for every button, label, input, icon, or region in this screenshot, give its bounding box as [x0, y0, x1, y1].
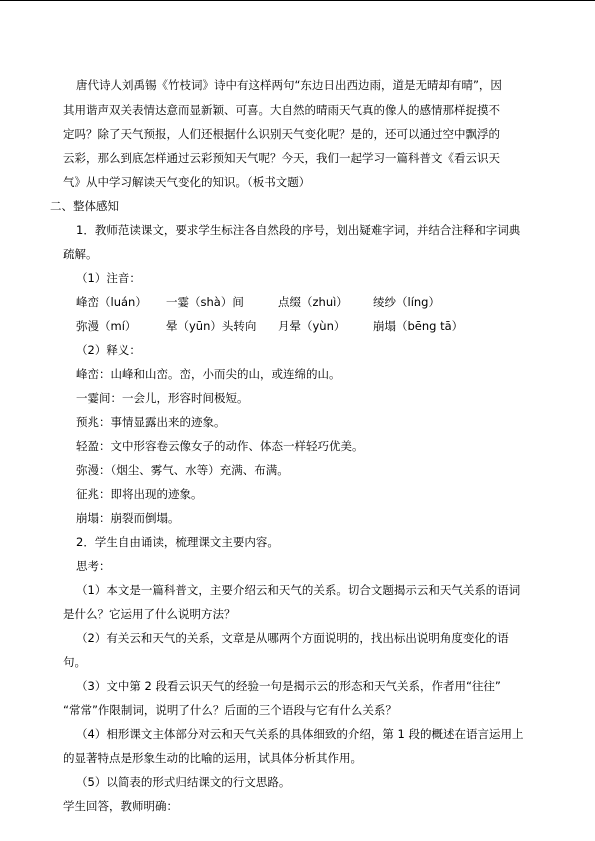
zhuyin-item: 弥漫（mí）: [76, 319, 137, 333]
question-2-line-2: 句。: [63, 655, 86, 669]
question-5: （5）以简表的形式归结课文的行文思路。: [76, 775, 291, 789]
definition: 弥漫：（烟尘、雾气、水等）充满、布满。: [76, 463, 289, 477]
zhuyin-row-2: [76, 318, 576, 334]
step2: 2．学生自由诵读，梳理课文主要内容。: [76, 535, 279, 549]
step1-line-2: 疏解。: [63, 247, 98, 261]
shiyi-label: （2）释义：: [76, 343, 141, 357]
definition: 预兆：事情显露出来的迹象。: [76, 415, 226, 429]
intro-line-3: 定吗？除了天气预报，人们还根据什么识别天气变化呢？是的，还可以通过空中飘浮的: [63, 127, 500, 141]
step1-line-1: 1．教师范读课文，要求学生标注各自然段的序号，划出疑难字词，并结合注释和字词典: [76, 223, 521, 237]
definition: 崩塌：崩裂而倒塌。: [76, 511, 180, 525]
think-label: 思考：: [76, 559, 111, 573]
zhuyin-item: 月晕（yùn）: [278, 319, 346, 333]
question-3-line-1: （3）文中第 2 段看云识天气的经验一句是揭示云的形态和天气关系，作者用“往往”: [76, 679, 501, 693]
zhuyin-item: 崩塌（bēng tā）: [373, 319, 464, 333]
zhuyin-label: （1）注音：: [76, 271, 141, 285]
intro-line-4: 云彩，那么到底怎样通过云彩预知天气呢？今天，我们一起学习一篇科普文《看云识天: [63, 151, 500, 165]
page-top-rule: [0, 0, 595, 1]
zhuyin-item: 一霎（shà）间: [166, 295, 244, 309]
question-3-line-2: “常常”作限制词，说明了什么？后面的三个语段与它有什么关系？: [63, 703, 397, 717]
question-2-line-1: （2）有关云和天气的关系，文章是从哪两个方面说明的，找出标出说明角度变化的语: [76, 631, 509, 645]
intro-line-5: 气》从中学习解读天气变化的知识。（板书文题）: [63, 175, 311, 189]
zhuyin-item: 绫纱（líng）: [373, 295, 440, 309]
definition: 轻盈：文中形容卷云像女子的动作、体态一样轻巧优美。: [76, 439, 364, 453]
zhuyin-item: 晕（yūn）头转向: [166, 319, 257, 333]
definition: 峰峦：山峰和山峦。峦，小而尖的山，或连绵的山。: [76, 367, 341, 381]
question-4-line-1: （4）相形课文主体部分对云和天气关系的具体细致的介绍，第 1 段的概述在语言运用上: [76, 727, 524, 741]
question-1-line-2: 是什么？它运用了什么说明方法？: [63, 607, 236, 621]
zhuyin-row-1: [76, 294, 576, 310]
definition: 征兆：即将出现的迹象。: [76, 487, 203, 501]
definition: 一霎间：一会儿，形容时间极短。: [76, 391, 249, 405]
zhuyin-item: 点缀（zhuì）: [278, 295, 348, 309]
answer-label: 学生回答，教师明确：: [63, 799, 178, 813]
intro-line-2: 其用谐声双关表情达意而显新颖、可喜。大自然的晴雨天气真的像人的感情那样捉摸不: [63, 103, 500, 117]
question-1-line-1: （1）本文是一篇科普文，主要介绍云和天气的关系。切合文题揭示云和天气关系的语词: [76, 583, 521, 597]
section-heading: 二、整体感知: [50, 199, 119, 213]
question-4-line-2: 的显著特点是形象生动的比喻的运用，试具体分析其作用。: [63, 751, 362, 765]
zhuyin-item: 峰峦（luán）: [76, 295, 147, 309]
intro-line-1: 唐代诗人刘禹锡《竹枝词》诗中有这样两句“东边日出西边雨，道是无晴却有晴”，因: [76, 78, 502, 92]
